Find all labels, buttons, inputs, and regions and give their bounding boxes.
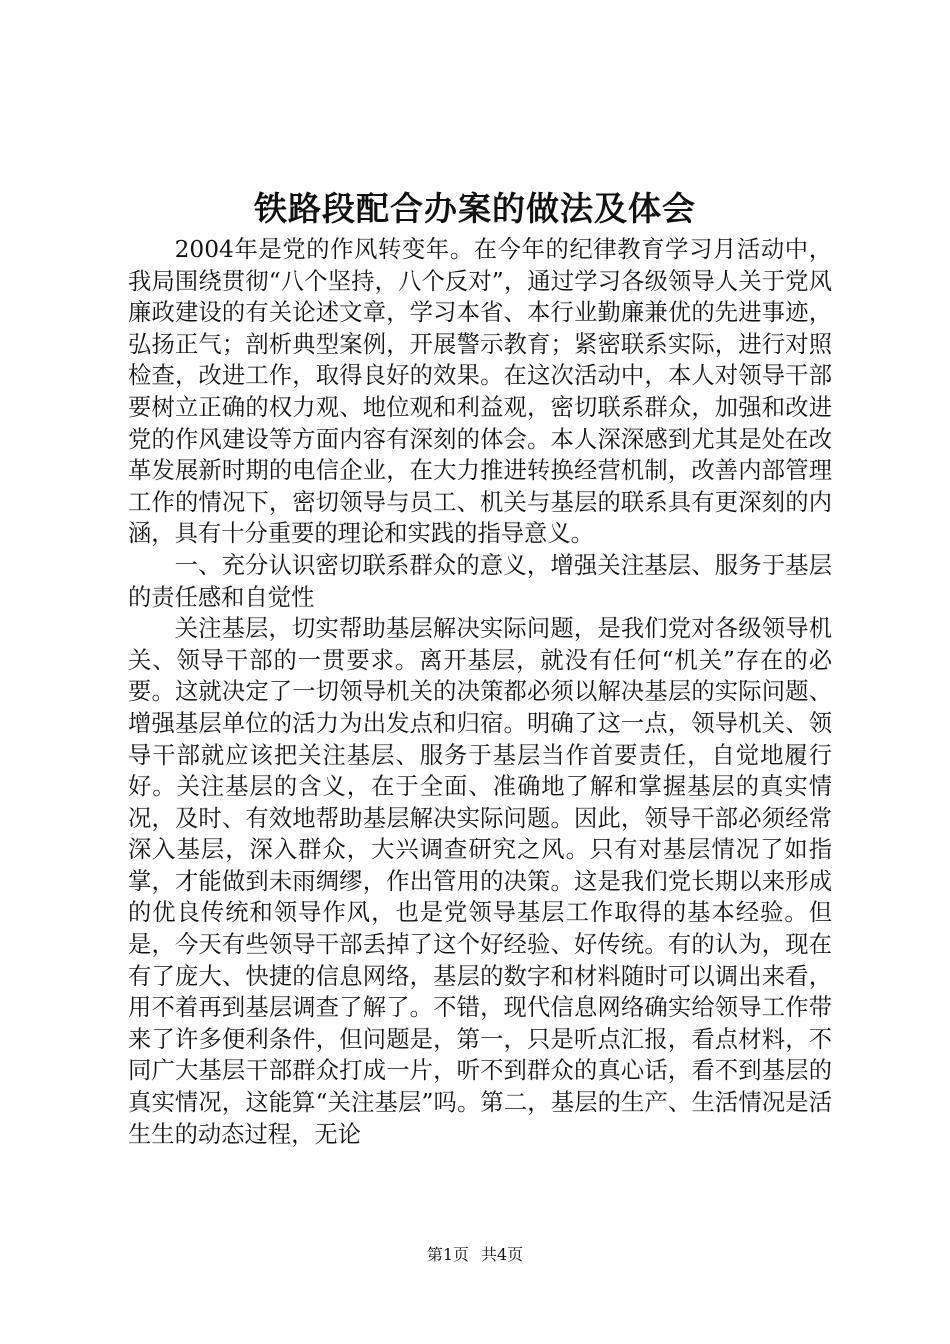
paragraph-section-1: 关注基层，切实帮助基层解决实际问题，是我们党对各级领导机关、领导干部的一贯要求。离开基层，就没有任何“机关”存在的必要。这就决定了一切领导机关的决策都必须以解决基层的实际问题、增强基层单位的活力为出发点和归宿。明确了这一点，领导机关、领导干部就应该把关注基层、服务于基层当作首要责任，自觉地履行好。关注基层的含义，在于全面、准确地了解和掌握基层的真实情况，及时、有效地帮助基层解决实际问题。因此，领导干部必须经常深入基层，深入群众，大兴调查研究之风。只有对基层情况了如指掌，才能做到未雨绸缪，作出管用的决策。这是我们党长期以来形成的优良传统和领导作风，也是党领导基层工作取得的基本经验。但是，今天有些领导干部丢掉了这个好经验、好传统。有的认为，现在有了庞大、快捷的信息网络，基层的数字和材料随时可以调出来看，用不着再到基层调查了解了。不错，现代信息网络确实给领导工作带来了许多便利条件，但问题是，第一，只是听点汇报，看点材料，不同广大基层干部群众打成一片，听不到群众的真心话，看不到基层的真实情况，这能算“关注基层”吗。第二，基层的生产、生活情况是活生生的动态过程，无论 [128,615,832,1148]
paragraph-intro: 2004年是党的作风转变年。在今年的纪律教育学习月活动中，我局围绕贯彻“八个坚持，八个反对”，通过学习各级领导人关于党风廉政建设的有关论述文章，学习本省、本行业勤廉兼优的先进事迹，弘扬正气；剖析典型案例，开展警示教育；紧密联系实际，进行对照检查，改进工作，取得良好的效果。在这次活动中，本人对领导干部要树立正确的权力观、地位观和利益观，密切联系群众，加强和改进党的作风建设等方面内容有深刻的体会。本人深深感到尤其是处在改革发展新时期的电信企业，在大力推进转换经营机制，改善内部管理工作的情况下，密切领导与员工、机关与基层的联系具有更深刻的内涵，具有十分重要的理论和实践的指导意义。 [128,236,832,548]
document-title: 铁路段配合办案的做法及体会 [254,189,696,228]
section-heading-1: 一、充分认识密切联系群众的意义，增强关注基层、服务于基层的责任感和自觉性 [128,551,832,611]
page-total: 共4页 [481,1245,524,1264]
page-number: 第1页 [426,1245,469,1264]
document-body [128,234,832,1150]
page-footer [0,1243,950,1267]
